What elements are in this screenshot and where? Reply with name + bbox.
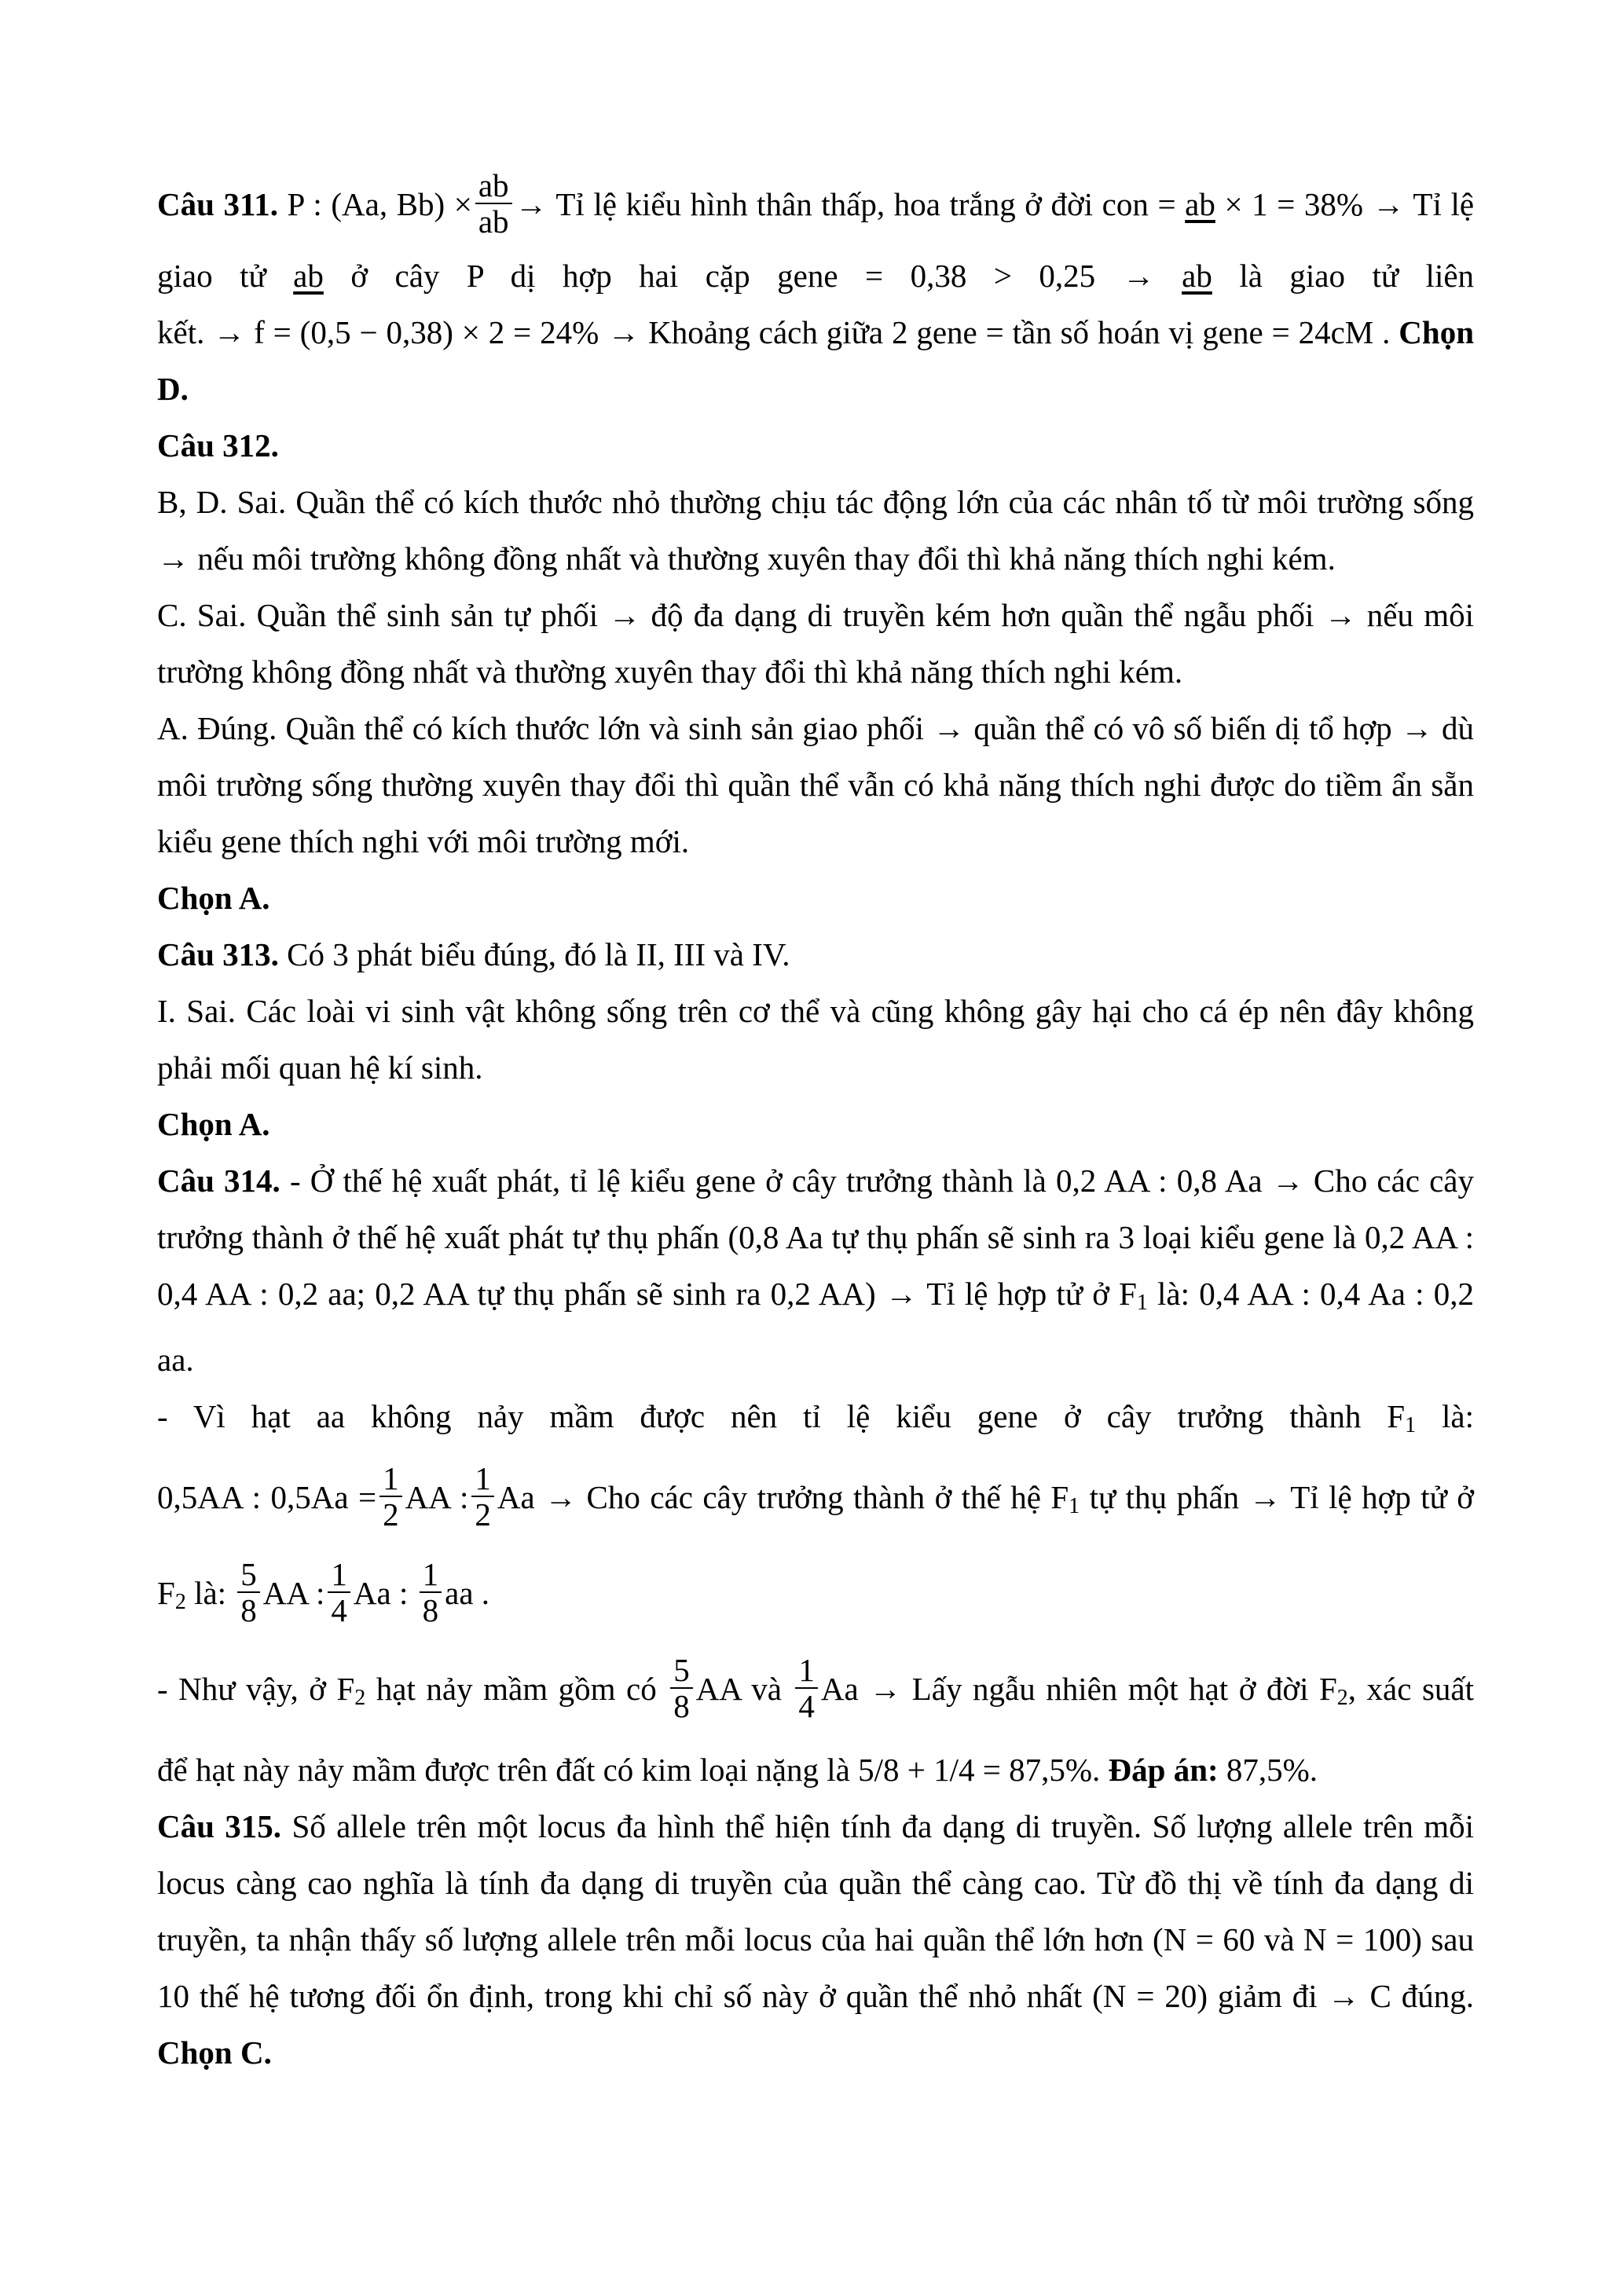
q311-l2-post: là giao tử liên	[1239, 258, 1475, 294]
q314-p4e: , xác suất	[1347, 1671, 1475, 1707]
q314-frac-1-4-b	[795, 1653, 818, 1723]
q315-p1	[157, 1798, 1474, 2081]
frac-den: 8	[240, 1591, 257, 1628]
q314-sub2c: 2	[1336, 1686, 1348, 1710]
q314-p1a: - Ở thế hệ xuất phát, tỉ lệ kiểu gene ở cây trưởng thành là 0,2 AA : 0,8 Aa → Cho các cây trưởng thành ở thế hệ xuất phát tự thụ phấn (0,8 Aa tự thụ phấn sẽ sinh ra 3 loại kiểu gene là 0,2 AA : 0,4 AA : 0,2 aa; 0,2 AA tự thụ phấn sẽ sinh ra 0,2 AA) → Tỉ lệ hợp tử ở F	[157, 1163, 1474, 1312]
q314-l3-post-b: tự thụ phấn → Tỉ lệ hợp tử ở	[1080, 1479, 1474, 1515]
frac-den: 8	[673, 1687, 690, 1724]
q314-frac-1-8	[420, 1557, 442, 1628]
q311-cross: P : (Aa, Bb) ×	[287, 186, 472, 222]
q312-heading	[157, 417, 1474, 474]
document-page	[157, 161, 1474, 2081]
q314-l3-pre: 0,5AA : 0,5Aa =	[157, 1479, 377, 1515]
q314-answer-label: Đáp án:	[1108, 1752, 1219, 1788]
q315-text: Số allele trên một locus đa hình thể hiện tính đa dạng di truyền. Số lượng allele trên mỗi locus càng cao nghĩa là tính đa dạng di truyền của quần thể càng cao. Từ đồ thị về tính đa dạng di truyền, ta nhận thấy số lượng allele trên mỗi locus của hai quần thể lớn hơn (N = 60 và N = 100) sau 10 thế hệ tương đối ổn định, trong khi chỉ số này ở quần thể nhỏ nhất (N = 20) giảm đi → C đúng.	[157, 1808, 1474, 2014]
q314-p4d: Aa → Lấy ngẫu nhiên một hạt ở đời F	[820, 1671, 1337, 1707]
q313-heading	[157, 926, 1474, 983]
q314-line4: $F_2$ là: $\frac{5}{8}$ AA : $\frac{1}{4}$ Aa : $\frac{1}{8}$ aa .	[157, 1555, 490, 1628]
q314-p1b: là: 0,4 AA : 0,4 Aa : 0,2 aa.	[157, 1276, 1474, 1378]
q311-fraction	[475, 168, 512, 239]
q314-line6	[157, 1741, 1474, 1798]
q314-answer-value: 87,5%.	[1226, 1752, 1318, 1788]
q314-p2	[157, 1388, 1474, 1454]
q314-aa-colon-2: AA :	[262, 1575, 325, 1611]
q313-label: Câu 313.	[157, 936, 279, 972]
q314-frac-1-4	[328, 1557, 350, 1628]
frac-num: 1	[420, 1557, 442, 1593]
q314-label: Câu 314.	[157, 1163, 280, 1199]
q312-label: Câu 312.	[157, 427, 279, 463]
q314-p4b: hạt nảy mầm gồm có	[365, 1671, 657, 1707]
frac-num: 1	[328, 1557, 350, 1593]
q313-intro: Có 3 phát biểu đúng, đó là II, III và IV.	[287, 936, 790, 972]
q311-frac-num: ab	[475, 168, 512, 204]
q312-p2: C. Sai. Quần thể sinh sản tự phối → độ đa dạng di truyền kém hơn quần thể ngẫu phối → nếu môi trường không đồng nhất và thường xuyên thay đổi thì khả năng thích nghi kém.	[157, 597, 1474, 690]
q314-sub1: 1	[1136, 1291, 1148, 1315]
q314-l3-post-a: → Cho các cây trưởng thành ở thế hệ F	[534, 1479, 1069, 1515]
q314-sub2: 2	[174, 1590, 186, 1614]
q314-p2b: là:	[1416, 1398, 1474, 1434]
frac-den: 4	[798, 1687, 815, 1724]
q312-choose: Chọn A.	[157, 880, 270, 916]
q314-f2-la: là:	[185, 1575, 227, 1611]
q313-choose-line	[157, 1096, 1474, 1152]
frac-num: 5	[670, 1653, 693, 1689]
q311-l2-mid: ở cây P dị hợp hai cặp gene = 0,38 > 0,25 →	[350, 258, 1155, 294]
q314-aa-lower: aa .	[445, 1575, 490, 1611]
frac-num: 1	[471, 1461, 494, 1497]
q314-f2: F	[157, 1575, 175, 1611]
q314-p5: để hạt này nảy mầm được trên đất có kim loại nặng là 5/8 + 1/4 = 87,5%.	[157, 1752, 1101, 1788]
q314-line3	[157, 1454, 1474, 1550]
frac-den: 4	[331, 1591, 347, 1628]
q314-frac-5-8-b	[670, 1653, 693, 1723]
q314-sub2b: 2	[354, 1686, 366, 1710]
frac-den: 8	[422, 1591, 439, 1628]
q313-p1: I. Sai. Các loài vi sinh vật không sống trên cơ thể và cũng không gây hại cho cá ép nên đây không phải mối quan hệ kí sinh.	[157, 993, 1474, 1086]
q314-sub1b: 1	[1405, 1413, 1417, 1437]
q314-line5	[157, 1646, 1474, 1741]
q311-frac-den: ab	[478, 203, 509, 240]
q314-p1	[157, 1152, 1474, 1388]
q311-text1: → Tỉ lệ kiểu hình thân thấp, hoa trắng ở đời con	[515, 186, 1149, 222]
q311-eq-sign: =	[1157, 186, 1176, 222]
q311-ab2: ab	[293, 258, 324, 294]
q315-label: Câu 315.	[157, 1808, 282, 1844]
frac-den: 2	[475, 1496, 491, 1532]
q311-ab-underlined: ab	[1185, 186, 1215, 222]
frac-den: 2	[383, 1496, 399, 1532]
q314-aa-word: Aa	[497, 1479, 535, 1515]
q314-p4a: - Như vậy, ở F	[157, 1671, 355, 1707]
q314-p2a: - Vì hạt aa không nảy mầm được nên tỉ lệ kiểu gene ở cây trưởng thành F	[157, 1398, 1406, 1434]
frac-num: 5	[237, 1557, 260, 1593]
frac-num: 1	[795, 1653, 818, 1689]
q314-aa-word-2: Aa	[353, 1575, 391, 1611]
q311-label: Câu 311.	[157, 186, 278, 222]
q314-frac-half-1	[379, 1461, 402, 1532]
q311-line2	[157, 247, 1474, 304]
q313-choose: Chọn A.	[157, 1106, 270, 1142]
q315-choose: Chọn C.	[157, 2034, 272, 2071]
q311-line3	[157, 304, 1474, 417]
q311-choose: Chọn D.	[157, 314, 1474, 407]
q311-text2: × 1 = 38% → Tỉ lệ	[1224, 186, 1475, 222]
q314-aa-colon: AA :	[405, 1479, 469, 1515]
q311-ab3: ab	[1182, 258, 1212, 294]
q312-choose-line	[157, 870, 1474, 926]
frac-num: 1	[379, 1461, 402, 1497]
q314-p4c: AA và	[695, 1671, 782, 1707]
q311-line1	[157, 161, 1474, 247]
q311-l3: kết. → f = (0,5 − 0,38) × 2 = 24% → Khoảng cách giữa 2 gene = tần số hoán vị gene = 24cM .	[157, 314, 1391, 350]
q312-p1: B, D. Sai. Quần thể có kích thước nhỏ thường chịu tác động lớn của các nhân tố từ môi trường sống → nếu môi trường không đồng nhất và thường xuyên thay đổi thì khả năng thích nghi kém.	[157, 484, 1474, 577]
q312-p3: A. Đúng. Quần thể có kích thước lớn và sinh sản giao phối → quần thể có vô số biến dị tổ hợp → dù môi trường sống thường xuyên thay đổi thì quần thể vẫn có khả năng thích nghi được do tiềm ẩn sẵn kiểu gene thích nghi với môi trường mới.	[157, 710, 1474, 859]
q314-sub1c: 1	[1069, 1494, 1080, 1518]
q314-frac-5-8	[237, 1557, 260, 1628]
q311-l2-pre: giao tử	[157, 258, 266, 294]
q314-frac-half-2	[471, 1461, 494, 1532]
